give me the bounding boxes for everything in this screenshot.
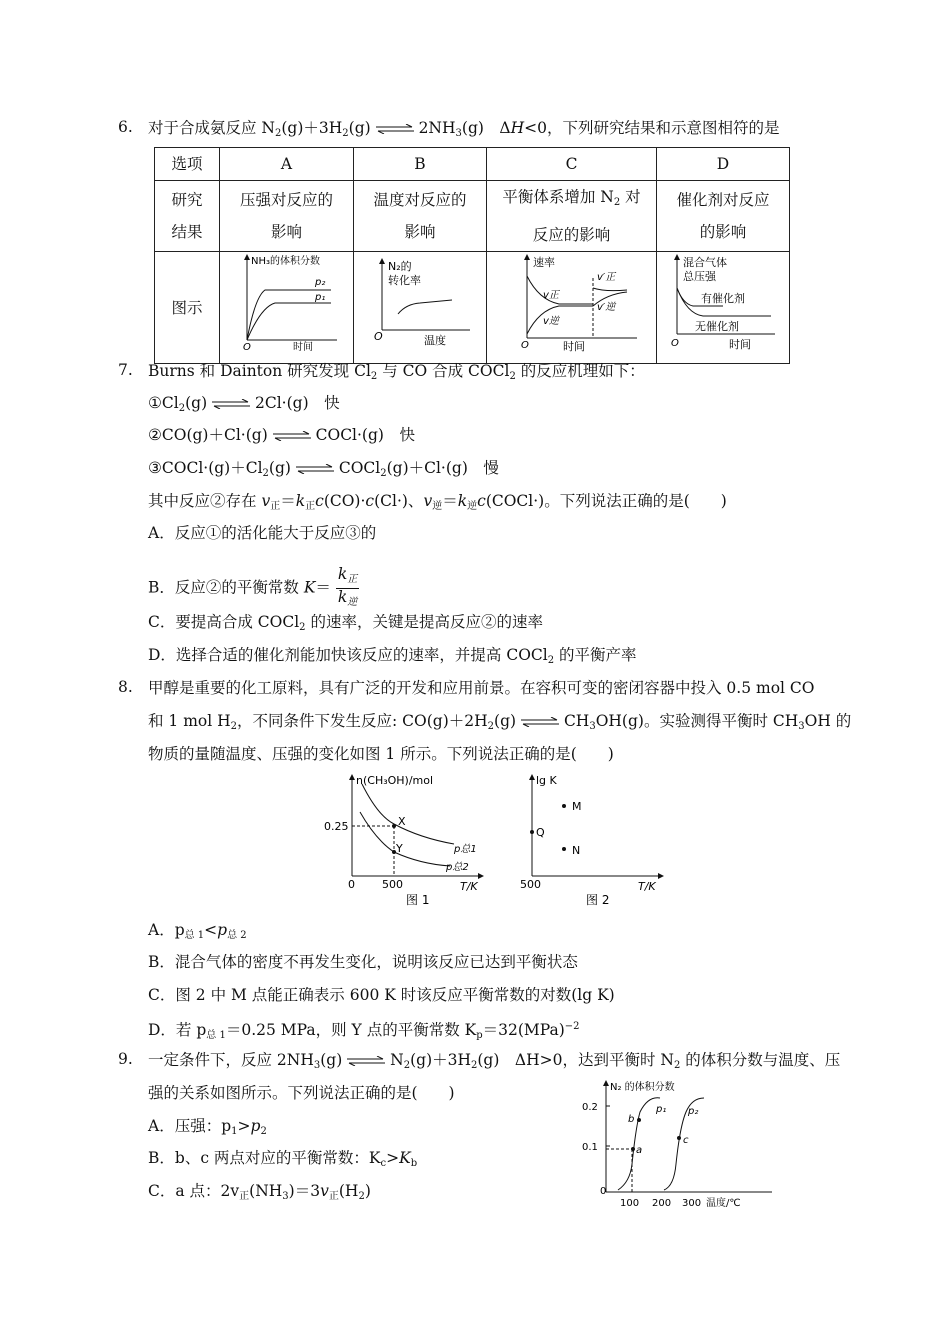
fig1-p2: p总2 [446,862,469,873]
chart-b-ylabel1: N₂的 [388,260,412,273]
q9-fig-x-tick-300: 300 [682,1198,702,1209]
chart-d-label-no-catalyst: 无催化剂 [695,320,739,333]
q8-stem-line3: 物质的量随温度、压强的变化如图 1 所示。下列说法正确的是( ) [148,745,614,763]
chart-d [663,252,783,352]
table-head-c: C [487,148,657,181]
chart-a-xlabel: 时间 [292,342,313,352]
equilibrium-arrow-icon [347,1056,385,1066]
q8-option-b[interactable]: B．混合气体的密度不再发生变化，说明该反应已达到平衡状态 [148,953,578,971]
table-head-a: A [220,148,354,181]
chart-c [497,252,647,352]
q7-option-c[interactable]: C．要提高合成 COCl$_2$ 的速率，关键是提高反应②的速率 [148,613,543,633]
q9-fig-point-a: a [636,1145,643,1156]
chart-d-xlabel: 时间 [729,338,751,351]
q8-figures [320,772,680,912]
q8-option-a[interactable]: A．$p_{总 1}<p_{总 2}$ [148,921,247,941]
q7-fraction: $\frac{k_正}{k_逆}$ [337,565,358,608]
chart-c-v-reverse: v逆 [542,316,559,327]
q9-fig-y-tick-01: 0.1 [582,1142,598,1153]
fig2-x-tick: 500 [520,878,541,891]
q7-option-a[interactable]: A．反应①的活化能大于反应③的 [148,524,377,542]
table-row-label-figure: 图示 [155,252,220,364]
q9-fig-origin: 0 [600,1186,607,1197]
chart-b [360,252,480,352]
fig1-p1: p总1 [454,844,477,855]
fig2-ylabel: lg K [536,774,557,787]
chart-d-ylabel2: 总压强 [683,270,716,283]
q9-option-c[interactable]: C．a 点：$2v_正(NH_3)=3v_正(H_2)$ [148,1182,371,1202]
chart-c-origin: O [520,340,529,351]
table-figure-a [220,252,354,364]
chart-b-origin: O [374,330,383,343]
q9-fig-point-b: b [628,1114,635,1125]
table-figure-b [354,252,487,364]
table-row-label-result: 研究 结果 [155,181,220,252]
equilibrium-arrow-icon [521,717,559,727]
q6-number: 6. [118,118,133,136]
q7-stem: Burns 和 Dainton 研究发现 $Cl_2$ 与 CO 合成 COCl$_2$ 的反应机理如下： [148,362,645,382]
q8-number: 8. [118,678,133,696]
q7-reaction-3: $③COCl\cdot(g)+Cl_2(g)$ COCl$_2$(g)＋Cl·(g) 慢 [148,459,499,479]
chart-b-xlabel: 温度 [424,334,446,347]
fig2-point-m: M [572,800,582,813]
chart-c-v-reverse-2: v′逆 [596,302,615,313]
equilibrium-arrow-icon [273,431,311,441]
chart-c-ylabel: 速率 [532,256,555,269]
chart-a-p2: p₂ [314,277,325,288]
q8-stem-line2: 和 1 mol $H_2$，不同条件下发生反应: $CO(g)+2H_2(g)$ $CH_3OH(g)$。实验测得平衡时 $CH_3OH$ 的 [148,712,852,732]
table-cell-d: 催化剂对反应 的影响 [657,181,790,252]
q7-reaction-2: ②CO(g)＋Cl·(g) COCl·(g) 快 [148,426,415,444]
table-figure-d [657,252,790,364]
chart-d-label-catalyst: 有催化剂 [701,292,745,305]
q9-fig-point-c: c [683,1135,689,1146]
chart-a-ylabel: NH₃的体积分数 [250,256,320,267]
table-cell-c: 平衡体系增加 $N_2$ 对 反应的影响 [487,181,657,252]
equilibrium-arrow-icon [212,399,250,409]
q9-fig-p1: p₁ [656,1104,667,1115]
chart-c-v-forward-2: v′正 [596,272,615,283]
q9-fig-x-tick-100: 100 [620,1198,640,1209]
chart-a [227,252,347,352]
fig1-caption: 图 1 [406,893,430,907]
chart-a-origin: O [242,342,251,352]
q6-stem: 对于合成氨反应 $N_2(g)+3H_2(g)$ $2NH_3(g)$ ΔH<0，下列研究结果和示意图相符的是 [148,119,780,139]
chart-d-origin: O [671,338,679,349]
table-figure-c [487,252,657,364]
table-cell-b: 温度对反应的 影响 [354,181,487,252]
q7-option-d[interactable]: D．选择合适的催化剂能加快该反应的速率，并提高 COCl$_2$ 的平衡产率 [148,646,637,666]
fig1-point-y: Y [396,842,403,855]
q9-stem-line2: 强的关系如图所示。下列说法正确的是( ) [148,1084,455,1102]
chart-d-ylabel1: 混合气体 [683,256,727,269]
fig2-xlabel: T/K [638,880,656,893]
fig1-point-x: X [398,815,406,828]
chart-c-xlabel: 时间 [562,340,585,352]
equilibrium-arrow-icon [296,464,334,474]
fig1-y-tick: 0.25 [324,820,349,833]
q9-stem-line1: 一定条件下，反应 $2NH_3(g)$ $N_2(g)+3H_2(g)$ ΔH>0，达到平衡时 $N_2$ 的体积分数与温度、压 [148,1051,841,1071]
table-head-option: 选项 [155,148,220,181]
q9-option-b[interactable]: B．b、c 两点对应的平衡常数：$K_c>K_b$ [148,1149,418,1169]
table-head-d: D [657,148,790,181]
fig1-origin: 0 [348,878,355,891]
q7-option-b[interactable]: B．反应②的平衡常数 K＝ $\frac{k_正}{k_逆}$ [148,566,359,611]
fig1-ylabel: n(CH₃OH)/mol [356,774,434,787]
q9-fig-y-tick-02: 0.2 [582,1102,598,1113]
chart-b-ylabel2: 转化率 [388,274,421,287]
table-head-b: B [354,148,487,181]
chart-c-v-forward: v正 [542,290,559,301]
q9-fig-p2: p₂ [688,1106,699,1117]
fig2-caption: 图 2 [586,893,610,907]
q9-figure [578,1076,778,1212]
q9-fig-ylabel: N₂ 的体积分数 [610,1082,675,1093]
fig1-x-tick: 500 [382,878,403,891]
q9-number: 9. [118,1050,133,1068]
fig2-point-n: N [572,844,581,857]
q6-table [154,147,790,364]
q7-reaction-1: $①Cl_2(g)$ 2Cl·(g) 快 [148,394,340,414]
table-cell-a: 压强对反应的 影响 [220,181,354,252]
fig1-xlabel: T/K [460,880,478,893]
chart-a-p1: p₁ [314,292,325,303]
q7-number: 7. [118,361,133,379]
equilibrium-arrow-icon [376,124,414,134]
q9-fig-xlabel: 温度/℃ [706,1198,741,1209]
q9-fig-x-tick-200: 200 [652,1198,672,1209]
q8-option-c[interactable]: C．图 2 中 M 点能正确表示 600 K 时该反应平衡常数的对数(lg K) [148,986,615,1004]
q7-rate-expression: 其中反应②存在 $v_正=k_正c(CO)\cdot c(Cl\cdot)$、$v_逆=k_逆c(COCl\cdot)$。下列说法正确的是( ) [148,492,727,512]
q9-option-a[interactable]: A．压强：$p_1>p_2$ [148,1117,267,1137]
q8-option-d[interactable]: D．若 $p_{总 1}=0.25$ MPa，则 Y 点的平衡常数 $K_p=32(MPa)^{-2}$ [148,1021,580,1041]
q8-stem-line1: 甲醇是重要的化工原料，具有广泛的开发和应用前景。在容积可变的密闭容器中投入 0.5 mol CO [148,679,815,697]
fig2-point-q: Q [536,826,545,839]
